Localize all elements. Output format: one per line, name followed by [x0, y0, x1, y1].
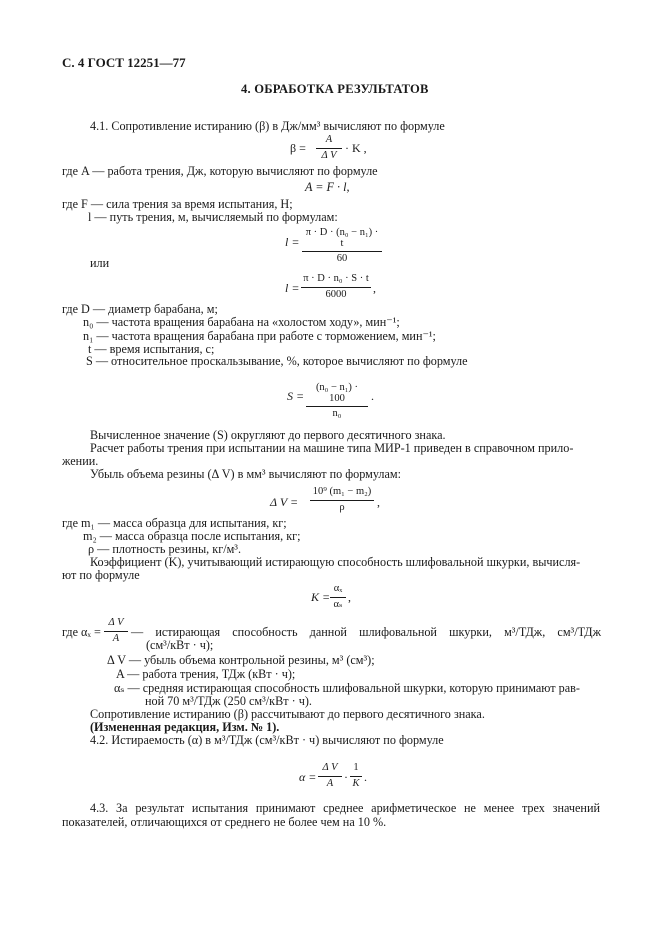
- formula-lhs: Δ V =: [270, 495, 299, 509]
- fraction-denominator: 6000: [325, 288, 347, 300]
- definition-t: t — время испытания, с;: [88, 342, 215, 356]
- definition-s: S — относительное проскальзывание, %, которое вычисляют по формуле: [86, 354, 468, 368]
- fraction: [302, 228, 382, 265]
- paragraph-calc-line1: Расчет работы трения при испытании на машине типа МИР-1 приведен в справочном прило-: [90, 441, 574, 455]
- formula-lhs: α =: [299, 770, 317, 784]
- definition-text-line1: — истирающая способность данной шлифовальной шкурки, м³/ТДж, см³/ТДж: [131, 625, 601, 639]
- fraction-denominator: K: [352, 777, 360, 789]
- definition-alpha-s-line2: ной 70 м³/ТДж (250 см³/кВт · ч).: [145, 694, 312, 708]
- definition-rho: ρ — плотность резины, кг/м³.: [88, 542, 241, 556]
- definition-n0: n₀ — частота вращения барабана на «холостом ходу», мин⁻¹;: [83, 315, 400, 329]
- fraction-denominator: ρ: [339, 501, 345, 513]
- paragraph-4-3-line1: 4.3. За результат испытания принимают среднее арифметическое не менее трех значений: [90, 801, 600, 815]
- paragraph-coef-line1: Коэффициент (K), учитывающий истирающую способность шлифовальной шкурки, вычисля-: [90, 555, 581, 569]
- definition-a-work: A — работа трения, ТДж (кВт · ч);: [116, 667, 296, 681]
- paragraph-edit-note: (Измененная редакция, Изм. № 1).: [90, 720, 280, 734]
- fraction-numerator: (n₀ − n₁) · 100: [306, 383, 368, 407]
- fraction: [301, 274, 371, 300]
- formula-rhs: ,: [373, 281, 376, 295]
- definition-lead: где αₓ =: [62, 625, 101, 639]
- fraction-numerator: A: [316, 135, 342, 149]
- paragraph-4-2: 4.2. Истираемость (α) в м³/ТДж (см³/кВт · ч) вычисляют по формуле: [90, 733, 444, 747]
- paragraph-4-3-line2: показателей, отличающихся от среднего не более чем на 10 %.: [62, 815, 387, 829]
- formula-dot: ·: [344, 770, 348, 784]
- paragraph-rounded-beta: Сопротивление истиранию (β) рассчитывают до первого десятичного знака.: [90, 707, 485, 721]
- paragraph-where-a: где A — работа трения, Дж, которую вычисляют по формуле: [62, 164, 378, 178]
- fraction-numerator: Δ V: [104, 618, 128, 632]
- fraction: [350, 763, 362, 789]
- formula-rhs: .: [364, 770, 367, 784]
- fraction: [104, 618, 128, 644]
- fraction-numerator: Δ V: [318, 763, 342, 777]
- definition-l: l — путь трения, м, вычисляемый по формулам:: [88, 210, 338, 224]
- formula-rhs: · K ,: [345, 141, 367, 155]
- definition-alpha-s-line1: αₛ — средняя истирающая способность шлифовальной шкурки, которую принимают рав-: [114, 681, 580, 695]
- fraction-denominator: 60: [336, 253, 348, 264]
- paragraph-4-1: 4.1. Сопротивление истиранию (β) в Дж/мм³ вычисляют по формуле: [90, 119, 445, 133]
- fraction-numerator: π · D · (n₀ − n₁) · t: [302, 228, 382, 252]
- fraction-denominator: n₀: [332, 408, 342, 419]
- fraction-denominator: A: [112, 632, 120, 644]
- fraction: [306, 383, 368, 420]
- fraction: [330, 584, 346, 610]
- definition-n1: n₁ — частота вращения барабана при работе с торможением, мин⁻¹;: [83, 329, 436, 343]
- definition-m1: где m₁ — масса образца для испытания, кг;: [62, 516, 287, 530]
- formula-lhs: β =: [290, 141, 306, 155]
- paragraph-volume: Убыль объема резины (Δ V) в мм³ вычисляют по формулам:: [90, 467, 402, 481]
- definition-d: где D — диаметр барабана, м;: [62, 302, 218, 316]
- formula-rhs: ,: [377, 495, 380, 509]
- definition-text-line2: (см³/кВт · ч);: [146, 638, 214, 652]
- fraction-numerator: 1: [350, 763, 362, 777]
- fraction-numerator: 10⁹ (m₁ − m₂): [310, 487, 374, 501]
- fraction-denominator: αₛ: [333, 598, 343, 610]
- fraction: [310, 487, 374, 513]
- page-header: С. 4 ГОСТ 12251—77: [62, 55, 186, 70]
- formula-a: A = F · l,: [305, 180, 350, 194]
- fraction: [316, 135, 342, 161]
- fraction-numerator: αₓ: [330, 584, 346, 598]
- paragraph-rounded: Вычисленное значение (S) округляют до первого десятичного знака.: [90, 428, 446, 442]
- definition-f: где F — сила трения за время испытания, Н;: [62, 197, 293, 211]
- definition-m2: m₂ — масса образца после испытания, кг;: [83, 529, 301, 543]
- formula-rhs: .: [371, 389, 374, 403]
- fraction-denominator: A: [326, 777, 334, 789]
- paragraph-coef-line2: ют по формуле: [62, 568, 140, 582]
- formula-lhs: l =: [285, 281, 300, 295]
- section-title: 4. ОБРАБОТКА РЕЗУЛЬТАТОВ: [241, 82, 429, 96]
- paragraph-calc-line2: жении.: [62, 454, 99, 468]
- fraction-numerator: π · D · n₀ · S · t: [301, 274, 371, 288]
- fraction-denominator: Δ V: [321, 149, 337, 161]
- formula-lhs: S =: [287, 389, 305, 403]
- formula-lhs: l =: [285, 235, 300, 249]
- formula-lhs: K =: [311, 590, 331, 604]
- definition-delta-v: Δ V — убыль объема контрольной резины, м³ (см³);: [107, 653, 375, 667]
- formula-rhs: ,: [348, 590, 351, 604]
- fraction: [318, 763, 342, 789]
- word-or: или: [90, 256, 110, 270]
